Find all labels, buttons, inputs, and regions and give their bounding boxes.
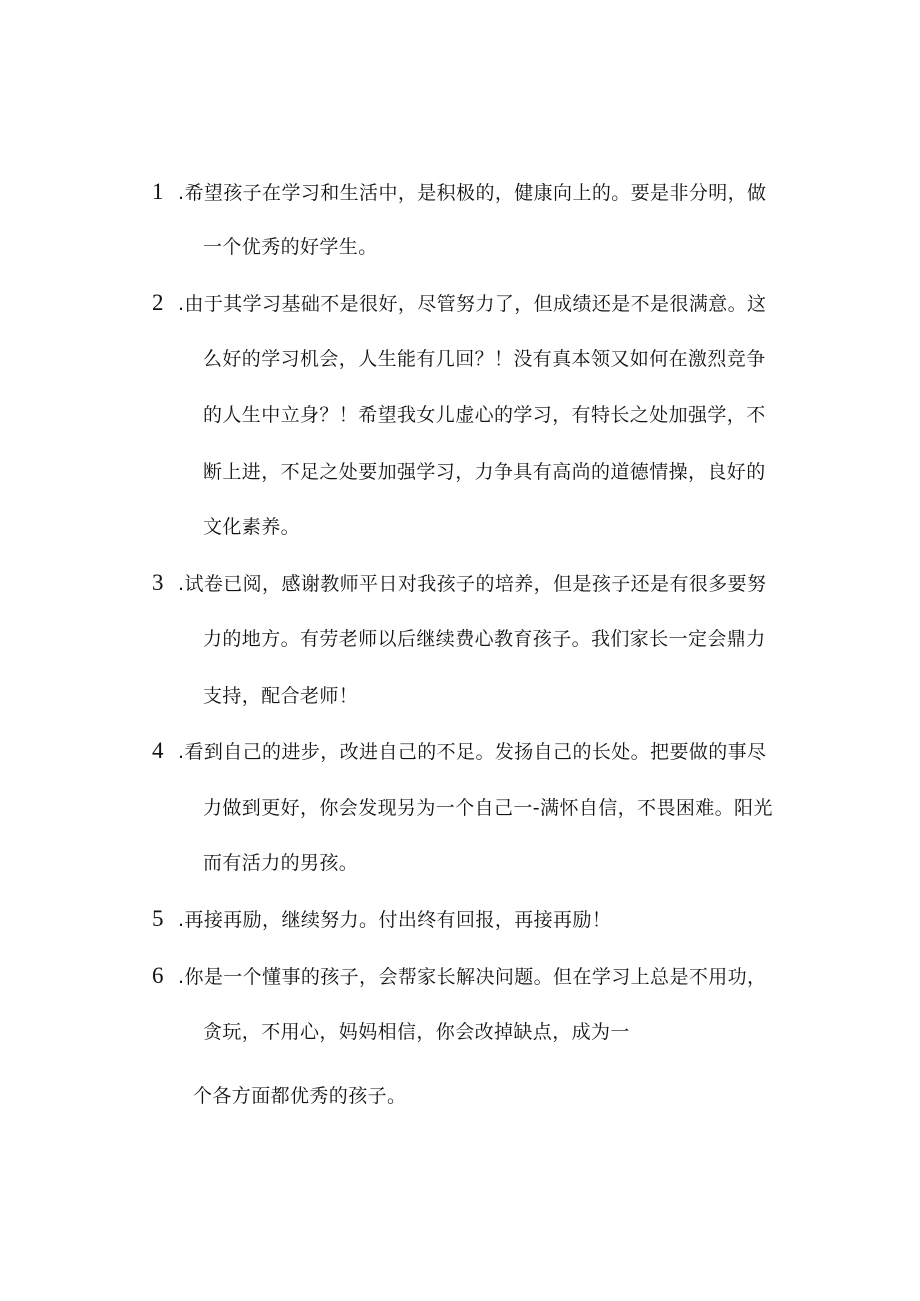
item-2-number: 2 (152, 290, 164, 315)
item-5-number: 5 (152, 906, 164, 931)
item-4-line-3: 而有活力的男孩。 (203, 852, 359, 874)
item-3-number: 3 (152, 570, 164, 595)
item-2-text-1: .由于其学习基础不是很好，尽管努力了，但成绩还是不是很满意。这 (178, 293, 767, 315)
item-1-text-1: .希望孩子在学习和生活中，是积极的，健康向上的。要是非分明，做 (178, 182, 767, 204)
item-6-number: 6 (152, 963, 164, 988)
item-4-line-2: 力做到更好，你会发现另为一个自己一-满怀自信，不畏困难。阳光 (203, 797, 773, 819)
item-2-line-5: 文化素养。 (203, 516, 301, 538)
item-4-number: 4 (152, 738, 164, 763)
item-4-line-1 (152, 739, 766, 764)
item-3-line-3: 支持，配合老师！ (203, 685, 359, 707)
item-3-line-1 (152, 571, 766, 596)
item-2-line-1 (152, 291, 766, 316)
item-6-text-1: .你是一个懂事的孩子，会帮家长解决问题。但在学习上总是不用功， (178, 966, 767, 988)
item-2-line-3: 的人生中立身？！希望我女儿虚心的学习，有特长之处加强学，不 (203, 404, 766, 426)
item-1-line-1 (152, 180, 766, 205)
item-6-line-1 (152, 964, 766, 989)
item-2-line-4: 断上进，不足之处要加强学习，力争具有高尚的道德情操，良好的 (203, 461, 766, 483)
item-4-text-1: .看到自己的进步，改进自己的不足。发扬自己的长处。把要做的事尽 (178, 741, 767, 763)
item-6-line-3: 个各方面都优秀的孩子。 (193, 1085, 407, 1107)
item-5-text-1: .再接再励，继续努力。付出终有回报，再接再励！ (178, 909, 612, 931)
item-5-line-1 (152, 907, 611, 932)
item-3-line-2: 力的地方。有劳老师以后继续费心教育孩子。我们家长一定会鼎力 (203, 628, 766, 650)
item-3-text-1: .试卷已阅，感谢教师平日对我孩子的培养，但是孩子还是有很多要努 (178, 573, 767, 595)
item-1-line-2: 一个优秀的好学生。 (203, 236, 378, 258)
item-1-number: 1 (152, 179, 164, 204)
item-6-line-2: 贪玩，不用心，妈妈相信，你会改掉缺点，成为一 (203, 1021, 630, 1043)
item-2-line-2: 么好的学习机会，人生能有几回？！没有真本领又如何在激烈竞争 (203, 348, 766, 370)
